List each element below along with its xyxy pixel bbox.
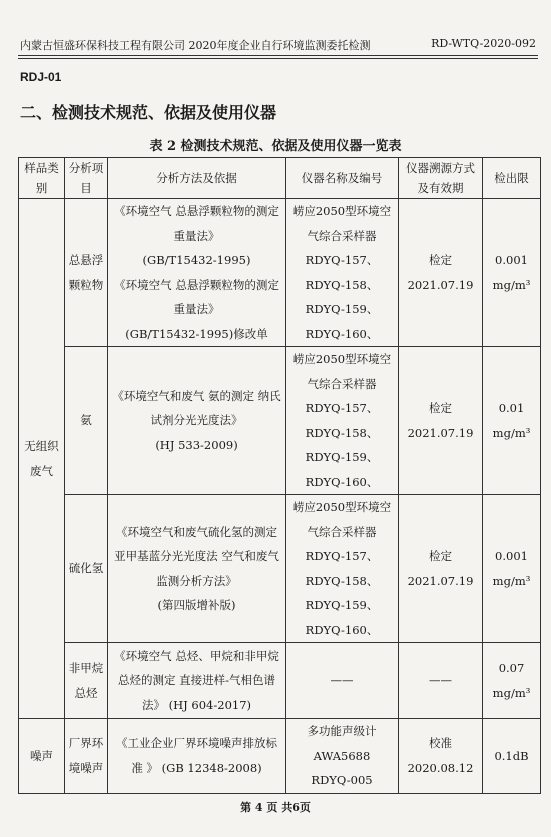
header-left: 内蒙古恒盛环保科技工程有限公司 2020年度企业自行环境监测委托检测 — [20, 39, 371, 52]
method-cell: 《环境空气和废气硫化氢的测定 亚甲基蓝分光光度法 空气和废气监测分析方法》 (第四版增补版) — [108, 495, 286, 643]
page-header — [20, 37, 536, 53]
limit-cell: 0.001 mg/m³ — [483, 495, 541, 643]
instrument-cell: 崂应2050型环境空气综合采样器 RDYQ-157、 RDYQ-158、 RDYQ-159、 RDYQ-160、 — [286, 495, 399, 643]
instrument-cell: 多功能声级计 AWA5688 RDYQ-005 — [286, 719, 399, 794]
table-header-row — [19, 158, 541, 199]
col-header: 分析项目 — [65, 158, 108, 199]
trace-cell: —— — [399, 643, 483, 719]
instrument-cell: 崂应2050型环境空气综合采样器 RDYQ-157、 RDYQ-158、 RDYQ-159、 RDYQ-160、 — [286, 347, 399, 495]
trace-cell: 检定 2021.07.19 — [399, 495, 483, 643]
limit-cell: 0.1dB — [483, 719, 541, 794]
trace-cell: 校准 2020.08.12 — [399, 719, 483, 794]
category-cell: 无组织废气 — [19, 199, 65, 719]
header-rule-thin — [18, 58, 538, 59]
trace-cell: 检定 2021.07.19 — [399, 347, 483, 495]
item-cell: 厂界环境噪声 — [65, 719, 108, 794]
limit-cell: 0.001 mg/m³ — [483, 199, 541, 347]
table-caption: 表 2 检测技术规范、依据及使用仪器一览表 — [149, 139, 402, 154]
section-title: 二、检测技术规范、依据及使用仪器 — [20, 103, 277, 122]
table-row — [19, 643, 541, 719]
limit-cell: 0.07 mg/m³ — [483, 643, 541, 719]
method-cell: 《环境空气和废气 氨的测定 纳氏试剂分光光度法》 (HJ 533-2009) — [108, 347, 286, 495]
col-header: 仪器名称及编号 — [286, 158, 399, 199]
instrument-cell: —— — [286, 643, 399, 719]
table-row — [19, 347, 541, 495]
method-cell: 《工业企业厂界环境噪声排放标准 》 (GB 12348-2008) — [108, 719, 286, 794]
instrument-cell: 崂应2050型环境空气综合采样器 RDYQ-157、 RDYQ-158、 RDYQ-159、 RDYQ-160、 — [286, 199, 399, 347]
item-cell: 硫化氢 — [65, 495, 108, 643]
method-cell: 《环境空气 总烃、甲烷和非甲烷总烃的测定 直接进样-气相色谱法》 (HJ 604-2017) — [108, 643, 286, 719]
item-cell: 氨 — [65, 347, 108, 495]
col-header: 样品类别 — [19, 158, 65, 199]
method-cell: 《环境空气 总悬浮颗粒物的测定 重量法》 (GB/T15432-1995) 《环境空气 总悬浮颗粒物的测定 重量法》 (GB/T15432-1995)修改单 — [108, 199, 286, 347]
table-row — [19, 719, 541, 794]
page-footer: 第 4 页 共6页 — [240, 801, 311, 814]
col-header: 分析方法及依据 — [108, 158, 286, 199]
header-right: RD-WTQ-2020-092 — [431, 37, 536, 50]
item-cell: 非甲烷总烃 — [65, 643, 108, 719]
header-rule — [18, 55, 538, 56]
col-header: 仪器溯源方式及有效期 — [399, 158, 483, 199]
category-cell: 噪声 — [19, 719, 65, 794]
table-row — [19, 495, 541, 643]
limit-cell: 0.01 mg/m³ — [483, 347, 541, 495]
instrument-table — [18, 157, 541, 794]
doc-code: RDJ-01 — [20, 70, 62, 84]
table-row — [19, 199, 541, 347]
col-header: 检出限 — [483, 158, 541, 199]
item-cell: 总悬浮颗粒物 — [65, 199, 108, 347]
trace-cell: 检定 2021.07.19 — [399, 199, 483, 347]
